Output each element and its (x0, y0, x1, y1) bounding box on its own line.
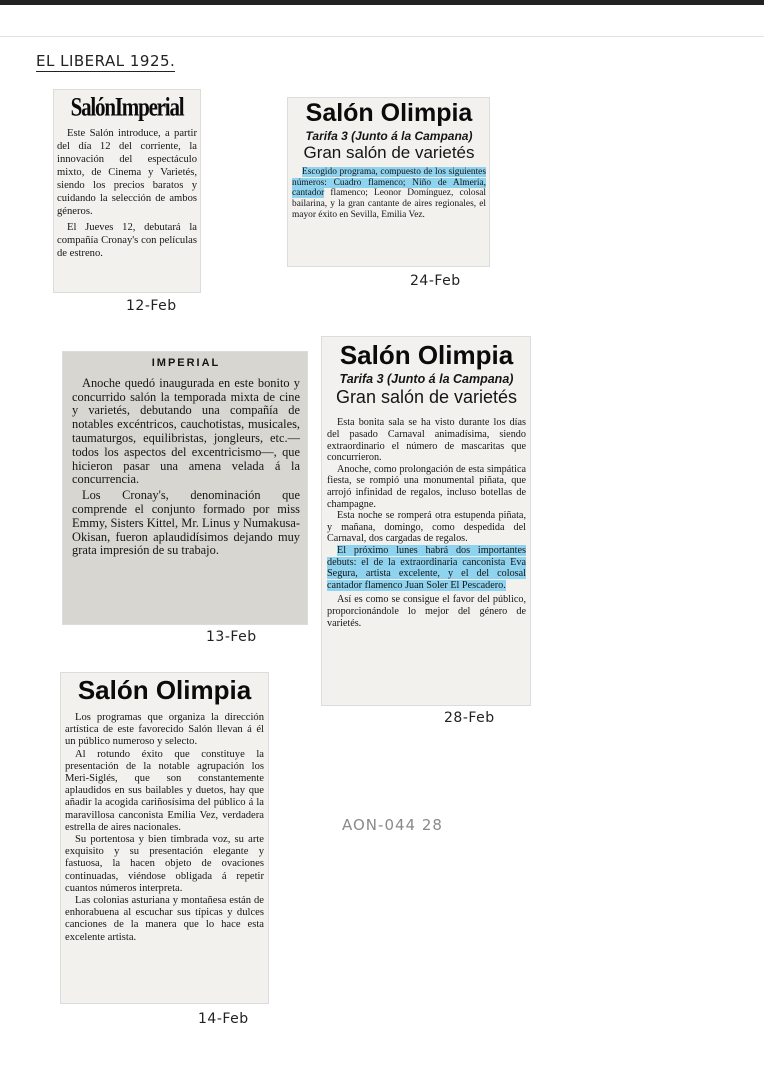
clipping-title: Salón Olimpia (77, 675, 252, 705)
clipping-subtitle: Tarifa 3 (Junto á la Campana) (339, 372, 514, 386)
clipping-paragraph: Los Cronay's, denominación que comprende el conjunto formado por miss Emmy, Sisters Kittel, Mr. Linus y Numakusa-Okisan, fueron aplaudidísimos dejando muy grata impresión de su trabajo. (72, 488, 300, 558)
clipping-salon-imperial (53, 89, 201, 293)
page-header: EL LIBERAL 1925. (36, 52, 176, 70)
clipping-paragraph: Su portentosa y bien timbrada voz, su arte exquisito y su presentación elegante y fastuosa, la hacen objeto de ovaciones continuadas, viéndose obligada á repetir cuantos números interpreta. (65, 834, 264, 894)
clipping-title: IMPERIAL (151, 357, 221, 369)
date-label: 28-Feb (444, 710, 495, 726)
date-label: 24-Feb (410, 273, 461, 289)
clipping-paragraph: Las colonias asturiana y montañesa están de enhorabuena al escuchar sus típicas y dulces canciones de la manera que lo hace esta excelente artista. (65, 895, 264, 943)
clipping-salon-olimpia-24 (287, 97, 490, 267)
scan-top-edge (0, 0, 764, 5)
clipping-subtitle: Tarifa 3 (Junto á la Campana) (305, 129, 473, 143)
clipping-paragraph: Anoche, como prolongación de esta simpática fiesta, se rompió una monumental piñata, que arrojó infinidad de regalos, incluso botellas de champagne. (327, 463, 526, 510)
clipping-title: Salón Olimpia (339, 340, 514, 370)
clipping-imperial (62, 351, 308, 625)
clipping-subtitle-2: Gran salón de varietés (303, 143, 475, 163)
clipping-paragraph: Los programas que organiza la dirección artística de este favorecido Salón llevan á él un público numeroso y selecto. (65, 712, 264, 748)
clipping-paragraph: Este Salón introduce, a partir del día 12 del corriente, la innovación del espectáculo mixto, de Cinema y Varietés, siendo los precios baratos y cuidando la selección de ambos géneros. (57, 128, 197, 217)
clipping-paragraph: Esta noche se romperá otra estupenda piñata, y mañana, domingo, como despedida del Carnaval, dos cargadas de regalos. (327, 510, 526, 545)
date-label: 13-Feb (206, 629, 257, 645)
clipping-paragraph (292, 167, 486, 221)
clipping-paragraph: Esta bonita sala se ha visto durante los días del pasado Carnaval animadísima, siendo extraordinario el número de mascaritas que concurrieron. (327, 417, 526, 464)
clipping-paragraph: Anoche quedó inaugurada en este bonito y concurrido salón la temporada mixta de cine y varietés, debutando una compañía de notables excéntricos, cauchotistas, musicales, taumaturgos, equilibristas, jongleurs, etc.—todos los aspectos del excentricismo—, que hicieron pasar una amena velada á la concurrencia. (72, 375, 300, 487)
clipping-title: SalónImperial (70, 91, 184, 122)
clipping-title: Salón Olimpia (305, 99, 473, 127)
clipping-paragraph (327, 545, 526, 591)
archive-reference: AON-044 28 (342, 816, 443, 834)
date-label: 12-Feb (126, 298, 177, 314)
highlighted-text: El próximo lunes habrá dos importantes debuts: el de la extraordinaria canconista Eva Segura, artista excelente, y el del colosal cantador flamenco Juan Soler El Pescadero. (327, 544, 526, 591)
clipping-salon-olimpia-14 (60, 672, 269, 1004)
highlighted-text: Escogido programa, compuesto de los siguientes números: Cuadro flamenco; Niño de Almería, cantador (292, 166, 486, 199)
clipping-paragraph: El Jueves 12, debutará la compañía Cronay's con películas de estreno. (57, 222, 197, 259)
clipping-paragraph: Al rotundo éxito que constituye la presentación de la notable agrupación los Meri-Siglés, que son constantemente aplaudidos en sus bailables y duetos, hay que añadir la acogida cariñosísima del público á la maravillosa canconista Emilia Vez, verdadera estrella de aires nacionales. (65, 748, 264, 833)
clipping-subtitle-2: Gran salón de varietés (335, 386, 518, 407)
clipping-salon-olimpia-28 (321, 336, 531, 706)
page-fold-line (0, 36, 764, 37)
date-label: 14-Feb (198, 1011, 249, 1027)
clipping-paragraph: Así es como se consigue el favor del público, proporcionándole lo mejor del género de varietés. (327, 594, 526, 629)
clipping-text: flamenco; Leonor Domínguez, colosal bailarina, y la gran cantante de aires regionales, el mayor éxito en Sevilla, Emilia Vez. (292, 188, 487, 220)
